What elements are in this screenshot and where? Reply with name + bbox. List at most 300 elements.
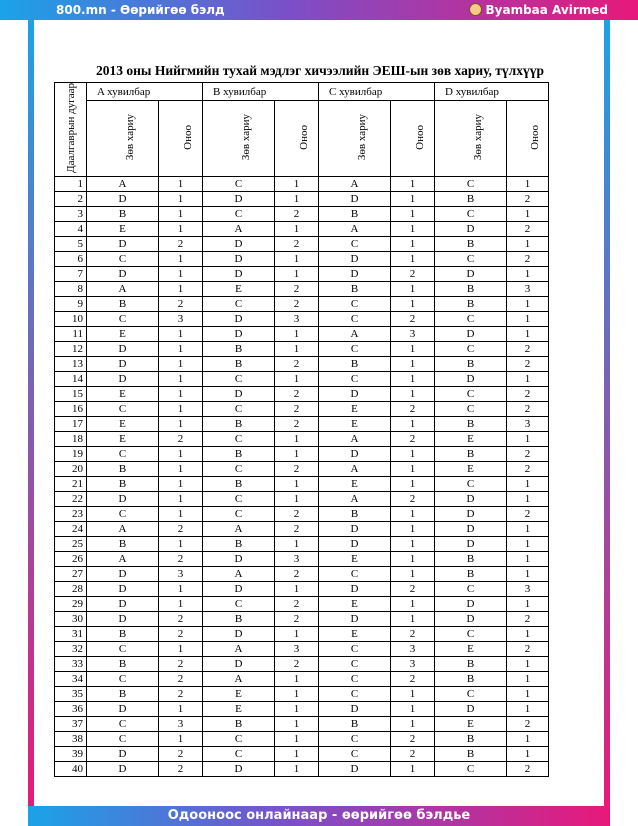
answer-cell: C (319, 371, 391, 386)
score-cell: 2 (275, 296, 319, 311)
table-row (55, 356, 549, 371)
question-number: 31 (55, 626, 87, 641)
answer-cell: B (87, 626, 159, 641)
question-number: 30 (55, 611, 87, 626)
answer-cell: B (87, 536, 159, 551)
score-cell: 1 (507, 686, 549, 701)
score-cell: 3 (275, 311, 319, 326)
score-cell: 3 (159, 566, 203, 581)
answer-cell: C (319, 566, 391, 581)
score-cell: 1 (507, 326, 549, 341)
answer-cell: D (319, 761, 391, 776)
question-number: 8 (55, 281, 87, 296)
score-cell: 2 (275, 206, 319, 221)
question-number: 5 (55, 236, 87, 251)
answer-cell: B (319, 356, 391, 371)
table-row (55, 266, 549, 281)
answer-column-header: Зөв хариу (87, 101, 159, 177)
answer-cell: E (319, 551, 391, 566)
score-cell: 1 (159, 506, 203, 521)
answer-cell: D (203, 191, 275, 206)
table-row (55, 641, 549, 656)
question-number: 17 (55, 416, 87, 431)
score-cell: 2 (159, 431, 203, 446)
answer-cell: C (203, 296, 275, 311)
answer-cell: D (319, 521, 391, 536)
question-number: 27 (55, 566, 87, 581)
score-cell: 1 (391, 341, 435, 356)
score-cell: 1 (159, 356, 203, 371)
answer-cell: E (319, 626, 391, 641)
answer-cell: B (203, 536, 275, 551)
answer-cell: D (87, 596, 159, 611)
answer-cell: B (203, 476, 275, 491)
question-number: 25 (55, 536, 87, 551)
score-cell: 1 (391, 566, 435, 581)
score-cell: 1 (507, 746, 549, 761)
score-cell: 2 (391, 731, 435, 746)
answer-cell: E (319, 416, 391, 431)
answer-cell: C (435, 176, 507, 191)
answer-cell: D (319, 446, 391, 461)
score-cell: 1 (159, 491, 203, 506)
score-cell: 1 (507, 266, 549, 281)
table-row (55, 476, 549, 491)
score-cell: 2 (159, 656, 203, 671)
answer-cell: D (435, 491, 507, 506)
score-cell: 3 (391, 326, 435, 341)
score-cell: 1 (275, 626, 319, 641)
answer-cell: B (435, 551, 507, 566)
score-cell: 1 (391, 551, 435, 566)
score-column-header: Оноо (391, 101, 435, 177)
table-row (55, 251, 549, 266)
score-cell: 2 (275, 566, 319, 581)
score-cell: 1 (275, 731, 319, 746)
answer-column-header: Зөв хариу (435, 101, 507, 177)
question-number: 14 (55, 371, 87, 386)
score-cell: 2 (275, 356, 319, 371)
score-cell: 2 (391, 431, 435, 446)
score-cell: 1 (275, 446, 319, 461)
score-cell: 2 (275, 656, 319, 671)
table-row (55, 206, 549, 221)
answer-cell: E (87, 221, 159, 236)
answer-cell: D (435, 521, 507, 536)
score-cell: 2 (507, 461, 549, 476)
score-cell: 1 (391, 281, 435, 296)
answer-cell: A (203, 521, 275, 536)
answer-cell: B (435, 191, 507, 206)
answer-cell: A (319, 431, 391, 446)
score-cell: 1 (275, 536, 319, 551)
answer-cell: D (87, 356, 159, 371)
score-cell: 2 (275, 611, 319, 626)
score-cell: 2 (391, 311, 435, 326)
answer-cell: C (203, 746, 275, 761)
answer-cell: E (319, 401, 391, 416)
score-cell: 3 (507, 581, 549, 596)
answer-cell: A (319, 461, 391, 476)
answer-cell: A (319, 221, 391, 236)
score-cell: 2 (507, 506, 549, 521)
score-cell: 2 (391, 746, 435, 761)
answer-cell: D (203, 656, 275, 671)
score-cell: 1 (391, 416, 435, 431)
question-number: 21 (55, 476, 87, 491)
answer-cell: D (203, 326, 275, 341)
answer-cell: C (203, 206, 275, 221)
score-cell: 1 (391, 506, 435, 521)
answer-cell: B (319, 281, 391, 296)
answer-cell: C (203, 371, 275, 386)
answer-cell: B (203, 341, 275, 356)
answer-cell: D (319, 611, 391, 626)
score-cell: 1 (391, 236, 435, 251)
score-cell: 3 (391, 656, 435, 671)
answer-cell: D (87, 491, 159, 506)
score-cell: 2 (507, 446, 549, 461)
answer-cell: C (319, 671, 391, 686)
variant-d-header: D хувилбар (435, 83, 549, 101)
question-number: 18 (55, 431, 87, 446)
author-label: Byambaa Avirmed (485, 3, 608, 17)
score-cell: 2 (391, 491, 435, 506)
table-row (55, 176, 549, 191)
score-cell: 3 (275, 551, 319, 566)
answer-cell: B (203, 416, 275, 431)
question-number: 34 (55, 671, 87, 686)
score-cell: 1 (275, 581, 319, 596)
answer-cell: C (319, 731, 391, 746)
answer-cell: E (319, 596, 391, 611)
question-number: 33 (55, 656, 87, 671)
answer-cell: C (435, 581, 507, 596)
answer-cell: D (435, 536, 507, 551)
answer-cell: D (319, 386, 391, 401)
answer-cell: E (435, 641, 507, 656)
score-cell: 2 (275, 506, 319, 521)
score-cell: 1 (507, 671, 549, 686)
answer-cell: C (203, 176, 275, 191)
table-row (55, 611, 549, 626)
score-cell: 2 (159, 626, 203, 641)
answer-cell: C (319, 686, 391, 701)
score-cell: 2 (507, 401, 549, 416)
question-number: 10 (55, 311, 87, 326)
question-number: 32 (55, 641, 87, 656)
answer-cell: D (319, 701, 391, 716)
table-row (55, 236, 549, 251)
site-name[interactable]: 800.mn - Өөрийгөө бэлд (56, 3, 225, 17)
footer-banner[interactable]: Одооноос онлайнаар - өөрийгөө бэлдье (28, 806, 610, 826)
table-row (55, 506, 549, 521)
answer-cell: B (435, 656, 507, 671)
table-row (55, 296, 549, 311)
table-row (55, 671, 549, 686)
table-row (55, 281, 549, 296)
top-banner (0, 0, 638, 20)
score-cell: 1 (507, 551, 549, 566)
score-cell: 1 (507, 491, 549, 506)
table-row (55, 416, 549, 431)
answer-cell: C (319, 641, 391, 656)
answer-cell: C (319, 341, 391, 356)
answer-cell: B (435, 746, 507, 761)
score-cell: 2 (275, 401, 319, 416)
question-number: 1 (55, 176, 87, 191)
answer-cell: C (435, 401, 507, 416)
answer-cell: B (203, 611, 275, 626)
answer-rows (55, 176, 549, 776)
answer-cell: B (319, 716, 391, 731)
answer-cell: D (435, 701, 507, 716)
table-row (55, 521, 549, 536)
answer-cell: D (203, 251, 275, 266)
score-cell: 2 (507, 716, 549, 731)
table-row (55, 401, 549, 416)
answer-cell: B (87, 296, 159, 311)
question-number: 26 (55, 551, 87, 566)
answer-cell: E (87, 326, 159, 341)
question-number: 36 (55, 701, 87, 716)
score-cell: 2 (159, 761, 203, 776)
question-number: 7 (55, 266, 87, 281)
answer-cell: C (203, 506, 275, 521)
table-row (55, 626, 549, 641)
answer-cell: D (87, 371, 159, 386)
score-cell: 1 (391, 611, 435, 626)
table-row (55, 701, 549, 716)
score-cell: 3 (159, 716, 203, 731)
score-cell: 1 (159, 476, 203, 491)
answer-cell: C (319, 236, 391, 251)
table-row (55, 221, 549, 236)
answer-cell: C (203, 596, 275, 611)
answer-cell: A (319, 491, 391, 506)
score-cell: 2 (391, 626, 435, 641)
score-cell: 1 (159, 176, 203, 191)
answer-cell: C (435, 251, 507, 266)
score-cell: 2 (391, 401, 435, 416)
answer-cell: D (203, 236, 275, 251)
score-cell: 3 (275, 641, 319, 656)
answer-cell: D (203, 581, 275, 596)
answer-cell: D (87, 566, 159, 581)
answer-cell: A (203, 566, 275, 581)
score-cell: 1 (391, 686, 435, 701)
answer-cell: C (203, 401, 275, 416)
score-cell: 1 (275, 431, 319, 446)
question-number: 11 (55, 326, 87, 341)
question-number: 3 (55, 206, 87, 221)
score-cell: 1 (391, 521, 435, 536)
answer-cell: A (319, 176, 391, 191)
answer-cell: B (435, 731, 507, 746)
score-cell: 1 (159, 191, 203, 206)
table-row (55, 761, 549, 776)
score-cell: 1 (391, 176, 435, 191)
answer-cell: E (87, 386, 159, 401)
answer-cell: C (203, 491, 275, 506)
score-cell: 1 (275, 491, 319, 506)
question-number: 4 (55, 221, 87, 236)
table-row (55, 461, 549, 476)
question-number: 39 (55, 746, 87, 761)
answer-cell: D (87, 701, 159, 716)
score-cell: 1 (507, 626, 549, 641)
table-row (55, 431, 549, 446)
score-cell: 1 (391, 761, 435, 776)
score-cell: 2 (159, 551, 203, 566)
score-cell: 1 (275, 191, 319, 206)
answer-cell: C (435, 686, 507, 701)
variant-c-header: C хувилбар (319, 83, 435, 101)
score-cell: 1 (391, 191, 435, 206)
avatar-icon (469, 3, 482, 16)
answer-cell: B (435, 296, 507, 311)
table-row (55, 536, 549, 551)
left-border-stripe (28, 20, 34, 806)
score-cell: 1 (275, 326, 319, 341)
row-number-header: Даалгаврын дугаар (55, 83, 87, 177)
answer-cell: D (435, 266, 507, 281)
score-cell: 3 (507, 416, 549, 431)
answer-cell: B (435, 281, 507, 296)
answer-cell: C (435, 341, 507, 356)
question-number: 37 (55, 716, 87, 731)
question-number: 15 (55, 386, 87, 401)
answer-cell: B (87, 686, 159, 701)
answer-cell: B (435, 416, 507, 431)
table-row (55, 596, 549, 611)
answer-cell: C (319, 311, 391, 326)
answer-cell: B (87, 476, 159, 491)
table-row (55, 191, 549, 206)
answer-cell: E (435, 716, 507, 731)
score-cell: 2 (391, 581, 435, 596)
answer-cell: B (203, 446, 275, 461)
score-cell: 1 (507, 176, 549, 191)
score-cell: 2 (159, 296, 203, 311)
table-row (55, 581, 549, 596)
question-number: 38 (55, 731, 87, 746)
score-cell: 1 (159, 281, 203, 296)
table-row (55, 371, 549, 386)
score-cell: 1 (507, 206, 549, 221)
answer-cell: D (203, 311, 275, 326)
score-cell: 1 (275, 671, 319, 686)
score-cell: 1 (275, 701, 319, 716)
answer-cell: D (319, 536, 391, 551)
answer-cell: D (319, 266, 391, 281)
answer-cell: C (319, 296, 391, 311)
question-number: 2 (55, 191, 87, 206)
score-cell: 1 (159, 386, 203, 401)
answer-cell: A (87, 551, 159, 566)
answer-cell: D (203, 626, 275, 641)
table-row (55, 656, 549, 671)
question-number: 16 (55, 401, 87, 416)
answer-cell: D (87, 581, 159, 596)
table-row (55, 341, 549, 356)
score-cell: 1 (159, 461, 203, 476)
answer-cell: B (319, 506, 391, 521)
score-cell: 1 (159, 341, 203, 356)
question-number: 6 (55, 251, 87, 266)
answer-cell: C (87, 311, 159, 326)
author-name (469, 3, 608, 17)
answer-cell: D (203, 551, 275, 566)
answer-cell: A (87, 521, 159, 536)
score-cell: 1 (275, 476, 319, 491)
score-cell: 2 (391, 671, 435, 686)
score-cell: 1 (391, 596, 435, 611)
answer-cell: C (87, 671, 159, 686)
answer-column-header: Зөв хариу (319, 101, 391, 177)
score-cell: 1 (507, 296, 549, 311)
answer-cell: D (203, 761, 275, 776)
score-cell: 1 (159, 446, 203, 461)
score-cell: 2 (275, 416, 319, 431)
answer-cell: D (435, 506, 507, 521)
answer-cell: D (203, 266, 275, 281)
question-number: 19 (55, 446, 87, 461)
right-border-stripe (604, 20, 610, 806)
score-column-header: Оноо (159, 101, 203, 177)
score-cell: 1 (507, 521, 549, 536)
score-cell: 1 (275, 746, 319, 761)
score-cell: 1 (507, 731, 549, 746)
score-cell: 1 (159, 416, 203, 431)
question-number: 23 (55, 506, 87, 521)
score-cell: 1 (391, 296, 435, 311)
answer-cell: E (435, 461, 507, 476)
score-cell: 1 (275, 761, 319, 776)
answer-cell: D (87, 236, 159, 251)
answer-cell: B (435, 566, 507, 581)
score-cell: 1 (159, 536, 203, 551)
answer-cell: D (87, 611, 159, 626)
answer-cell: D (87, 191, 159, 206)
score-cell: 1 (391, 461, 435, 476)
score-cell: 1 (159, 641, 203, 656)
score-cell: 2 (159, 521, 203, 536)
score-cell: 1 (507, 566, 549, 581)
variant-a-header: A хувилбар (87, 83, 203, 101)
score-cell: 1 (507, 536, 549, 551)
answer-cell: B (87, 656, 159, 671)
answer-cell: B (87, 206, 159, 221)
answer-cell: E (319, 476, 391, 491)
answer-cell: D (87, 341, 159, 356)
answer-cell: B (203, 356, 275, 371)
score-cell: 2 (275, 596, 319, 611)
answer-cell: D (319, 251, 391, 266)
score-cell: 1 (275, 686, 319, 701)
score-cell: 1 (159, 596, 203, 611)
score-cell: 2 (275, 461, 319, 476)
answer-cell: B (87, 461, 159, 476)
answer-cell: D (435, 611, 507, 626)
score-cell: 1 (159, 206, 203, 221)
score-cell: 1 (159, 266, 203, 281)
answer-cell: D (87, 266, 159, 281)
answer-cell: D (435, 371, 507, 386)
table-row (55, 311, 549, 326)
score-cell: 2 (159, 746, 203, 761)
answer-cell: C (87, 641, 159, 656)
